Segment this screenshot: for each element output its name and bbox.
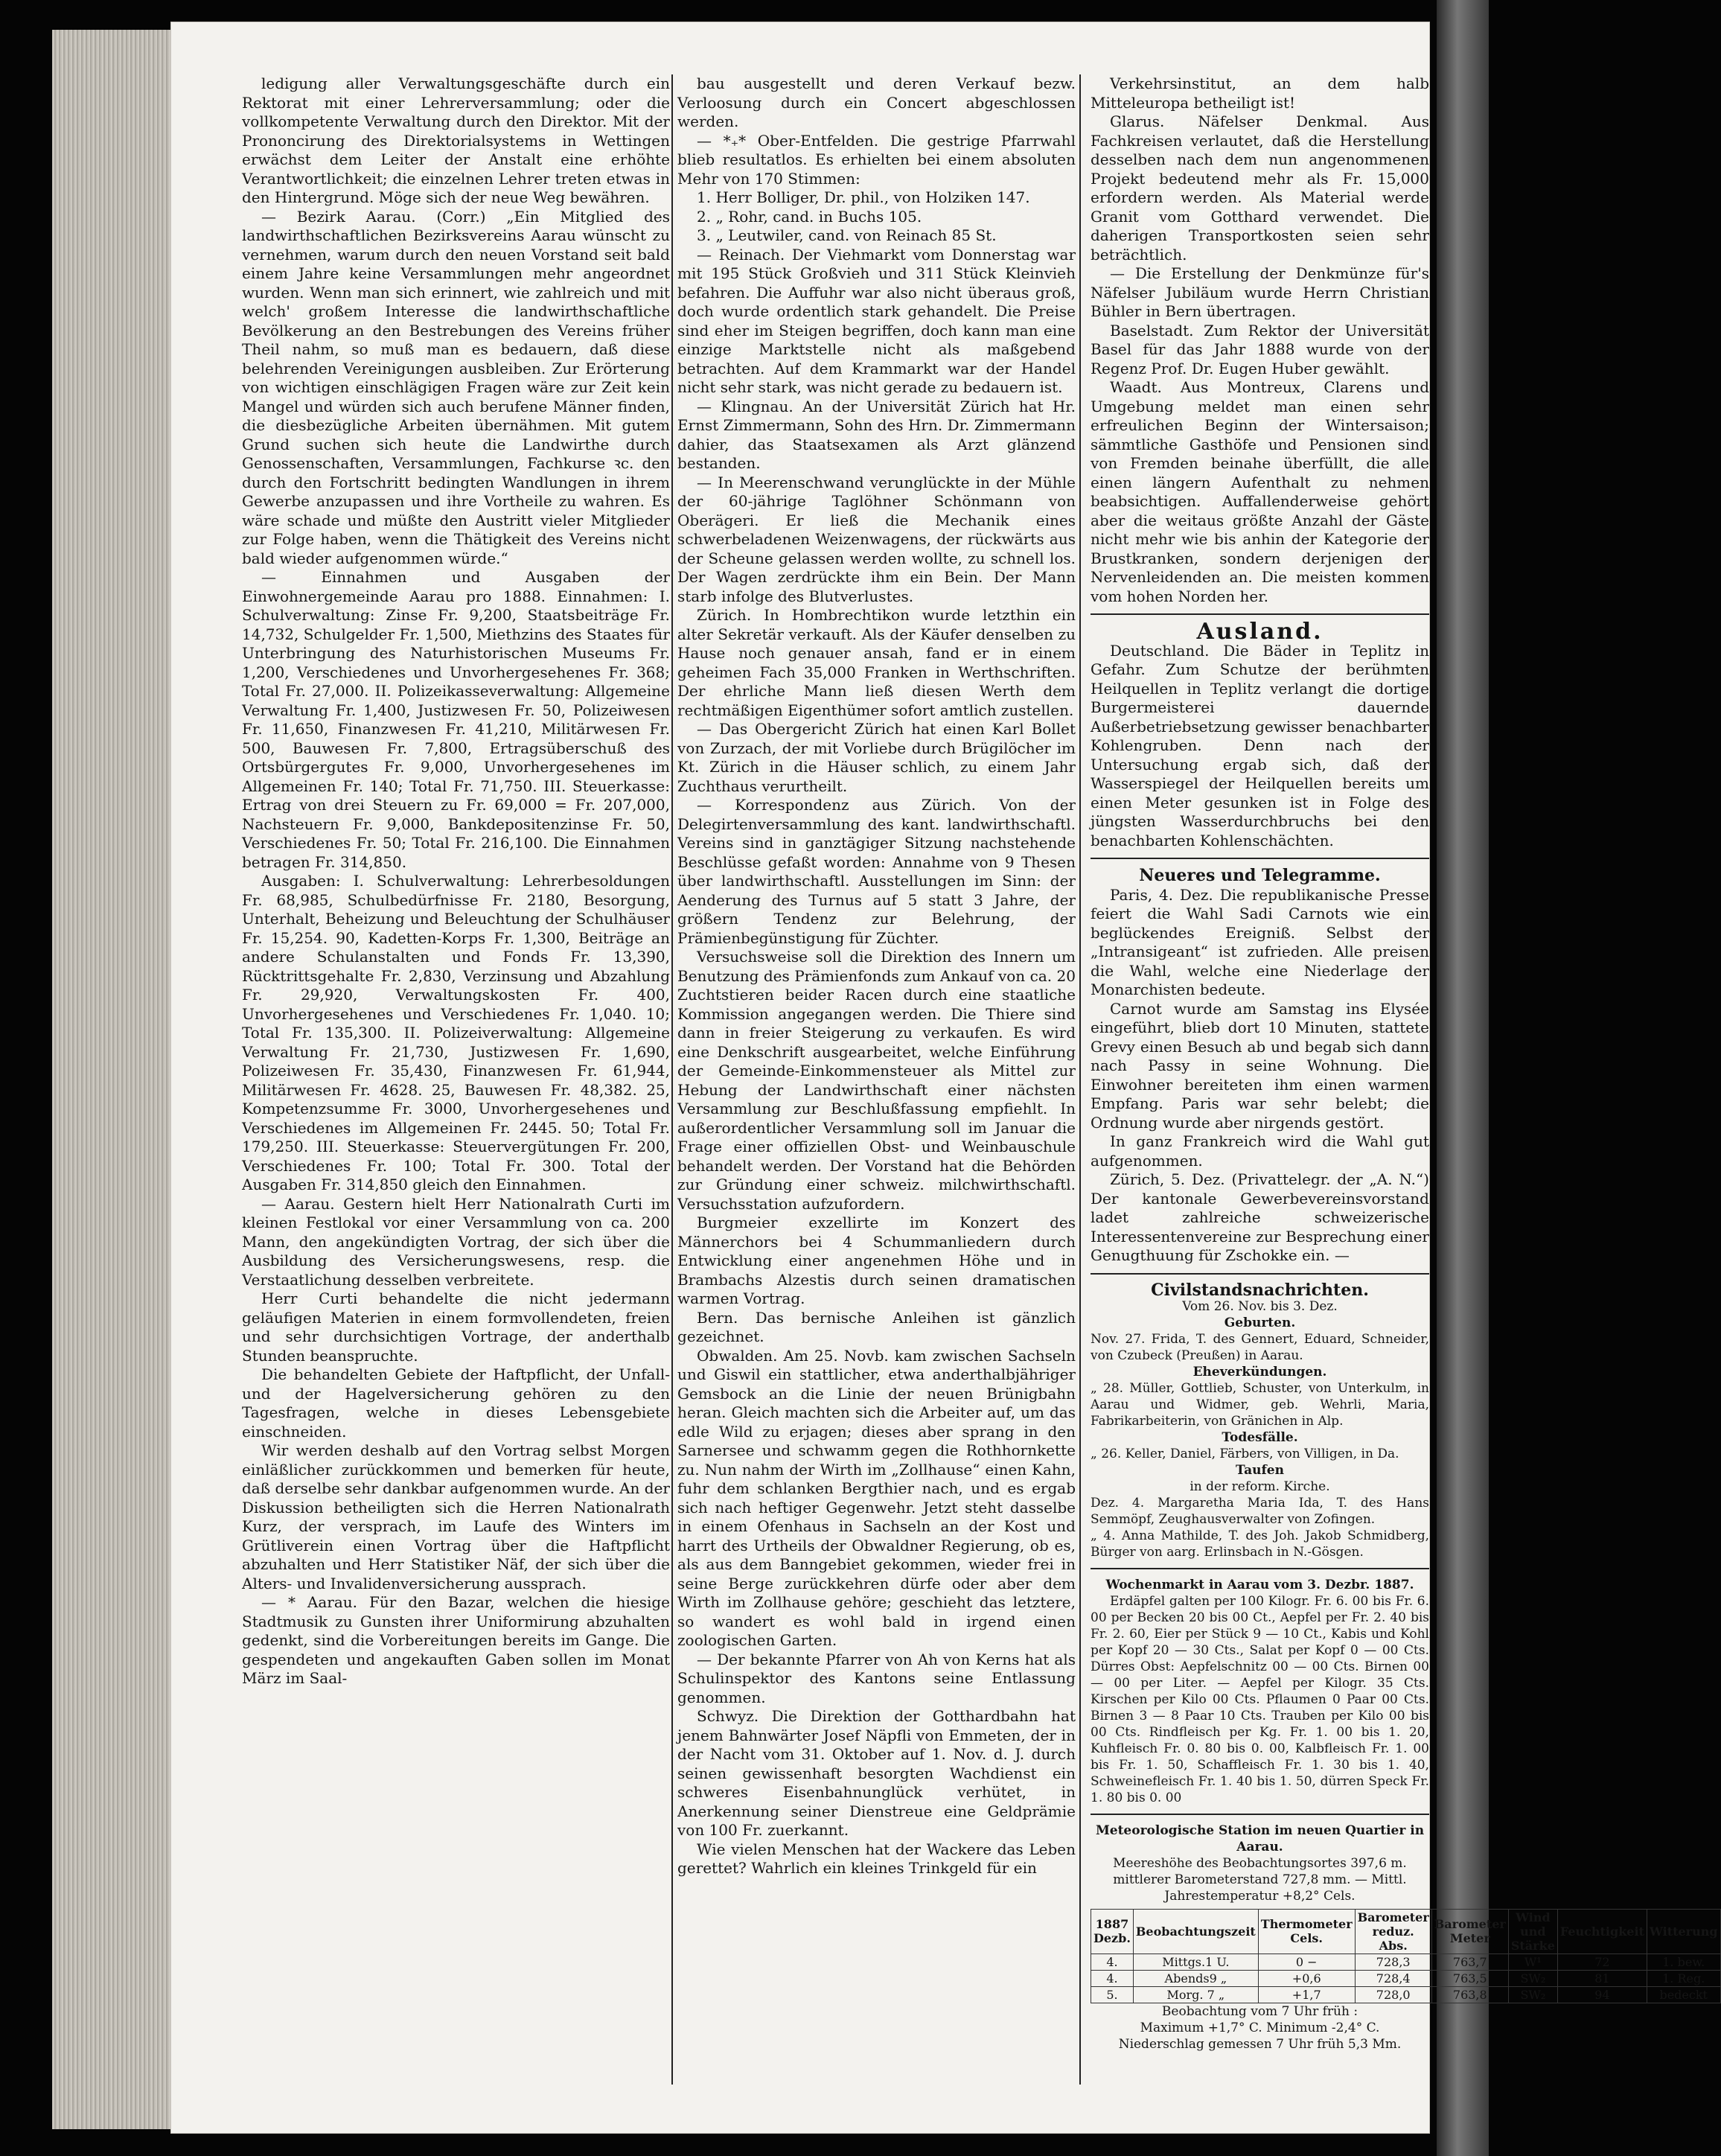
civil-registry xyxy=(1091,1282,1429,1560)
baptisms-subheading: in der reform. Kirche. xyxy=(1190,1479,1330,1494)
weather-station xyxy=(1091,1822,1718,2053)
column-divider xyxy=(671,74,673,2085)
article-paragraph: Die behandelten Gebiete der Haftpflicht, der Unfall- und der Hagelversicherung gehören zu den Tagesfragen, welche in dieses Lebensgebiete einschneiden. xyxy=(242,1365,670,1441)
weather-cell: W¹ xyxy=(1508,1954,1557,1970)
telegrams xyxy=(1091,886,1429,1266)
weather-header-cell: Feuchtigkeit xyxy=(1557,1909,1647,1954)
weather-footer: Niederschlag gemessen 7 Uhr früh 5,3 Mm. xyxy=(1118,2036,1402,2052)
scanner-edge xyxy=(1437,0,1489,2156)
weather-header-cell: Witterung xyxy=(1647,1909,1720,1954)
marriages-heading: Eheverkündungen. xyxy=(1192,1364,1327,1380)
article-paragraph: Wie vielen Menschen hat der Wackere das Leben gerettet? Wahrlich ein kleines Trinkgeld für ein xyxy=(677,1840,1076,1877)
weather-cell: 1. bew. xyxy=(1647,1954,1720,1970)
article-paragraph: — Der bekannte Pfarrer von Ah von Kerns hat als Schulinspektor des Kantons seine Entlassung genommen. xyxy=(677,1650,1076,1706)
column-divider xyxy=(1079,74,1081,2085)
weather-cell: 728,0 xyxy=(1355,1986,1431,2003)
weather-cell: 763,8 xyxy=(1431,1986,1508,2003)
newspaper-page xyxy=(171,22,1718,2133)
weather-cell: 1. Reg. xyxy=(1647,1970,1720,1986)
weather-cell: 728,4 xyxy=(1355,1970,1431,1986)
weather-cell: +1,7 xyxy=(1258,1986,1355,2003)
ausland-heading: Ausland. xyxy=(1196,619,1324,645)
weather-cell: Morg. 7 „ xyxy=(1133,1986,1258,2003)
civil-title: Civilstandsnachrichten. xyxy=(1151,1280,1369,1300)
table-row xyxy=(1091,1986,1721,2003)
article-paragraph: Verkehrsinstitut, an dem halb Mitteleuropa betheiligt ist! xyxy=(1091,74,1429,112)
article-paragraph: Wir werden deshalb auf den Vortrag selbst Morgen einläßlicher zurückkommen und bemerken für heute, daß derselbe sehr dankbar aufgenommen wurde. An der Diskussion betheiligten sich die Herren Nationalrath Kurz, der versprach, im Laufe des Winters im Grütliverein einen Vortrag über die Haftpflicht abzuhalten und Herr Statistiker Näf, der sich über die Alters- und Invalidenversicherung aussprach. xyxy=(242,1441,670,1592)
weather-footer: Beobachtung vom 7 Uhr früh : xyxy=(1161,2003,1358,2019)
article-paragraph: Ausgaben: I. Schulverwaltung: Lehrerbesoldungen Fr. 68,985, Schulbedürfnisse Fr. 2180, Besorgung, Unterhalt, Beheizung und Beleuchtung der Schulhäuser Fr. 15,254. 90, Kadetten-Korps Fr. 1,300, Beiträge an andere Schulanstalten und Fonds Fr. 13,390, Rücktrittsgehalte Fr. 2,830, Verzinsung und Abzahlung Fr. 29,920, Verwaltungskosten Fr. 400, Unvorhergesehenes und Verschiedenes Fr. 1,040. 10; Total Fr. 135,300. II. Polizeiverwaltung: Allgemeine Verwaltung Fr. 21,730, Justizwesen Fr. 1,690, Polizeiwesen Fr. 35,430, Finanzwesen Fr. 61,944, Militärwesen Fr. 4628. 25, Bauwesen Fr. 48,382. 25, Kompetenzsumme Fr. 3000, Unvorhergesehenes und Verschiedenes im Allgemeinen Fr. 2445. 50; Total Fr. 179,250. III. Steuerkasse: Steuervergütungen Fr. 200, Verschiedenes Fr. 100; Total Fr. 300. Total der Ausgaben Fr. 314,850 gleich den Einnahmen. xyxy=(242,872,670,1193)
weather-header-cell: 1887 Dezb. xyxy=(1091,1909,1134,1954)
article-paragraph: Glarus. Näfelser Denkmal. Aus Fachkreisen verlautet, daß die Herstellung desselben nach dem nun angenommenen Projekt bedeutend mehr als Fr. 15,000 erfordern werden. Als Material werde Granit vom Gotthard verwendet. Die daherigen Transportkosten seien sehr beträchtlich. xyxy=(1091,112,1429,264)
article-paragraph: Obwalden. Am 25. Novb. kam zwischen Sachseln und Giswil ein stattlicher, etwa anderthalbjähriger Gemsbock an die Linie der neuen Brünigbahn heran. Gleich machten sich die Arbeiter auf, um das edle Wild zu erjagen; dieses aber sprang in den Sarnersee und schwamm gegen die Rothhornkette zu. Nun nahm der Wirth im „Zollhause“ einen Kahn, fuhr dem schlanken Bergthier nach, und es ergab sich nach heftiger Gegenwehr. Jetzt steht dasselbe in einem Ofenhaus in Sachseln an der Kost und harrt des Urtheils der Obwaldner Regierung, ob es, als aus dem Banngebiet gekommen, wieder frei in seine Berge zurückkehren dürfe oder aber dem Wirth im Zollhause gehöre; geschieht das letztere, so wandert es wohl bald in irgend einen zoologischen Garten. xyxy=(677,1346,1076,1649)
column-2 xyxy=(677,74,1076,2103)
weather-cell: 72 xyxy=(1557,1954,1647,1970)
article-paragraph: — Korrespondenz aus Zürich. Von der Delegirtenversammlung des kant. landwirthschaftl. Vereins sind in ganztägiger Sitzung nachstehende Beschlüsse gefaßt worden: Annahme von 9 Thesen über landwirthschaftl. Ausstellungen im Sinn: der Aenderung des Turnus auf 5 statt 3 Jahre, der größern Tendenz zur Belehrung, der Prämienbegünstigung für Züchter. xyxy=(677,796,1076,947)
market-text: Erdäpfel galten per 100 Kilogr. Fr. 6. 00 bis Fr. 6. 00 per Becken 20 bis 00 Ct., Aepfel per Fr. 2. 40 bis Fr. 2. 60, Eier per Stück 9 — 10 Ct., Kabis und Kohl per Kopf 20 — 30 Cts., Salat per Kopf 0 — 00 Cts. Dürres Obst: Aepfelschnitz 00 — 00 Cts. Birnen 00 — 00 per Liter. — Aepfel per Kilogr. 35 Cts. Kirschen per Kilo 00 Cts. Pflaumen 0 Paar 00 Cts. Birnen 3 — 8 Paar 10 Cts. Trauben per Kilo 00 bis 00 Cts. Rindfleisch per Kg. Fr. 1. 00 bis 1. 20, Kuhfleisch Fr. 0. 80 bis 0. 00, Kalbfleisch Fr. 1. 00 bis Fr. 1. 50, Schaffleisch Fr. 1. 30 bis 1. 40, Schweinefleisch Fr. 1. 40 bis 1. 50, dürren Speck Fr. 1. 80 bis 0. 00 xyxy=(1091,1593,1429,1805)
article-paragraph: Schwyz. Die Direktion der Gotthardbahn hat jenem Bahnwärter Josef Näpfli von Emmeten, der in der Nacht vom 31. Oktober auf 1. Nov. d. J. durch seinen gewissenhaft besorgten Wachdienst ein schweres Eisenbahnunglück verhütet, in Anerkennung seiner Dienstreue eine Geldprämie von 100 Fr. zuerkannt. xyxy=(677,1707,1076,1839)
article-paragraph: Herr Curti behandelte die nicht jedermann geläufigen Materien in einem formvollendeten, freien und sehr durchsichtigen Vortrage, der anderthalb Stunden beanspruchte. xyxy=(242,1289,670,1365)
weather-title: Meteorologische Station im neuen Quartier in Aarau. xyxy=(1095,1822,1425,1854)
article-paragraph: — Klingnau. An der Universität Zürich hat Hr. Ernst Zimmermann, Sohn des Hrn. Dr. Zimmermann dahier, das Staatsexamen als Arzt glänzend bestanden. xyxy=(677,397,1076,472)
weather-header-cell: Wind und Stärke xyxy=(1508,1909,1557,1954)
table-row xyxy=(1091,1954,1721,1970)
weather-cell: bedeckt xyxy=(1647,1986,1720,2003)
baptisms-heading: Taufen xyxy=(1236,1462,1284,1478)
article-paragraph: In ganz Frankreich wird die Wahl gut aufgenommen. xyxy=(1091,1132,1429,1170)
article-paragraph: — Reinach. Der Viehmarkt vom Donnerstag war mit 195 Stück Großvieh und 311 Stück Kleinvieh befahren. Die Auffuhr war also nicht überaus groß, doch wurde ordentlich stark gehandelt. Die Preise sind eher im Steigen begriffen, doch kann man eine einzige Marktstelle nicht als maßgebend betrachten. Auf dem Krammarkt war der Handel nicht sehr stark, was nicht gerade zu bedauern ist. xyxy=(677,245,1076,396)
births-heading: Geburten. xyxy=(1224,1315,1296,1330)
table-row xyxy=(1091,1970,1721,1986)
baptisms-entry: „ 4. Anna Mathilde, T. des Joh. Jakob Schmidberg, Bürger von aarg. Erlinsbach in N.-Gösgen. xyxy=(1091,1528,1429,1560)
weather-cell: 4. xyxy=(1091,1970,1134,1986)
article-paragraph: 3. „ Leutwiler, cand. von Reinach 85 St. xyxy=(697,226,997,244)
article-paragraph: Zürich. In Hombrechtikon wurde letzthin ein alter Sekretär verkauft. Als der Käufer denselben zu Hause noch genauer ansah, fand er in einem geheimen Fach 35,000 Franken in Werthschriften. Der ehrliche Mann ließ diesen Werth dem rechtmäßigen Eigenthümer sofort amtlich zustellen. xyxy=(677,606,1076,719)
article-paragraph: Burgmeier exzellirte im Konzert des Männerchors bei 4 Schummanliedern durch Entwicklung einer angenehmen Höhe und in Brambachs Alzestis durch seinen dramatischen warmen Vortrag. xyxy=(677,1213,1076,1307)
column-1 xyxy=(242,74,670,2103)
column-3 xyxy=(1091,74,1718,2103)
swiss-news xyxy=(1091,74,1429,606)
ausland-news xyxy=(1091,642,1429,851)
article-paragraph: 2. „ Rohr, cand. in Buchs 105. xyxy=(697,207,922,226)
weather-cell: 81 xyxy=(1557,1970,1647,1986)
baptisms-entry: Dez. 4. Margaretha Maria Ida, T. des Hans Semmöpf, Zeughausverwalter von Zofingen. xyxy=(1091,1495,1429,1527)
weather-footer: Maximum +1,7° C. Minimum -2,4° C. xyxy=(1140,2020,1380,2035)
article-paragraph: ledigung aller Verwaltungsgeschäfte durch ein Rektorat mit einer Lehrerversammlung; oder die vollkompetente Verwaltung durch den Direktor. Mit der Prononcirung des Direktorialsystems in Wettingen erwächst dem Leiter der Anstalt eine erhöhte Verantwortlichkeit; die einzelnen Lehrer treten etwas in den Hintergrund. Möge sich der neue Weg bewähren. xyxy=(242,74,670,206)
article-paragraph: — * Aarau. Für den Bazar, welchen die hiesige Stadtmusik zu Gunsten ihrer Uniformirung abzuhalten gedenkt, sind die Vorbereitungen bereits im Gange. Die gespendeten und angekauften Gaben sollen im Monat März im Saal- xyxy=(242,1593,670,1687)
article-paragraph: — Die Erstellung der Denkmünze für's Näfelser Jubiläum wurde Herrn Christian Bühler in Bern übertragen. xyxy=(1091,264,1429,320)
weather-header-cell: Beobachtungszeit xyxy=(1133,1909,1258,1954)
weather-header-cell: Thermometer Cels. xyxy=(1258,1909,1355,1954)
article-paragraph: Baselstadt. Zum Rektor der Universität Basel für das Jahr 1888 wurde von der Regenz Prof. Dr. Eugen Huber gewählt. xyxy=(1091,321,1429,377)
article-paragraph: Bern. Das bernische Anleihen ist gänzlich gezeichnet. xyxy=(677,1308,1076,1345)
neueres-heading: Neueres und Telegramme. xyxy=(1139,866,1381,885)
article-paragraph: Carnot wurde am Samstag ins Elysée eingeführt, blieb dort 10 Minuten, stattete Grevy einen Besuch ab und begab sich dann nach Passy in seine Wohnung. Die Einwohner bereiteten ihm einen warmen Empfang. Paris war sehr belebt; die Ordnung wurde aber nirgends gestört. xyxy=(1091,999,1429,1132)
births-entry: Nov. 27. Frida, T. des Gennert, Eduard, Schneider, von Czubeck (Preußen) in Aarau. xyxy=(1091,1331,1429,1363)
article-paragraph: Deutschland. Die Bäder in Teplitz in Gefahr. Zum Schutze der berühmten Heilquellen in Teplitz verlangt die dortige Burgermeisterei dauernde Außerbetriebsetzung gewisser benachbarter Kohlengruben. Denn nach der Untersuchung ergab sich, daß der Wasserspiegel der Heilquellen bereits um einen Meter gesunken ist in Folge des jüngsten Wasserdurchbruchs bei den benachbarten Kohlenschächten. xyxy=(1091,641,1429,849)
deaths-entry: „ 26. Keller, Daniel, Färbers, von Villigen, in Da. xyxy=(1091,1446,1399,1461)
article-paragraph: — Aarau. Gestern hielt Herr Nationalrath Curti im kleinen Festlokal vor einer Versammlung von ca. 200 Mann, den angekündigten Vortrag, der sich über die Ausbildung des Versicherungswesens, resp. die Verstaatlichung desselben verbreitete. xyxy=(242,1194,670,1289)
weather-cell: Abends9 „ xyxy=(1133,1970,1258,1986)
weather-cell: SW₂ xyxy=(1508,1986,1557,2003)
article-paragraph: — Einnahmen und Ausgaben der Einwohnergemeinde Aarau pro 1888. Einnahmen: I. Schulverwaltung: Zinse Fr. 9,200, Staatsbeiträge Fr. 14,732, Schulgelder Fr. 1,500, Miethzins des Staates für Unterbringung des Naturhistorischen Museums Fr. 1,200, Verschiedenes und Unvorhergesehenes Fr. 368; Total Fr. 27,000. II. Polizeikasseverwaltung: Allgemeine Verwaltung Fr. 1,400, Justizwesen Fr. 50, Polizeiwesen Fr. 11,650, Finanzwesen Fr. 41,210, Militärwesen Fr. 500, Bauwesen Fr. 7,800, Ertragsüberschuß des Ortsbürgergutes Fr. 9,000, Unvorhergesehenes im Allgemeinen Fr. 140; Total Fr. 71,750. III. Steuerkasse: Ertrag von drei Steuern zu Fr. 69,000 = Fr. 207,000, Nachsteuern Fr. 9,000, Bankdepositenzinse Fr. 50, Verschiedenes Fr. 50; Total Fr. 216,100. Die Einnahmen betragen Fr. 314,850. xyxy=(242,568,670,871)
deaths-heading: Todesfälle. xyxy=(1222,1429,1298,1445)
article-paragraph: Zürich, 5. Dez. (Privattelegr. der „A. N.“) Der kantonale Gewerbevereinsvorstand ladet zahlreiche schweizerische Interessentenvereine zur Besprechung einer Genugthuung für Zschokke ein. — xyxy=(1091,1170,1429,1264)
marriages-entry: „ 28. Müller, Gottlieb, Schuster, von Unterkulm, in Aarau und Widmer, geb. Wehrli, Maria, Fabrikarbeiterin, von Gränichen in Alp. xyxy=(1091,1380,1429,1429)
weather-header-cell: Barometer Meter xyxy=(1431,1909,1508,1954)
weather-cell: Mittgs.1 U. xyxy=(1133,1954,1258,1970)
weather-header-cell: Barometer reduz. Abs. xyxy=(1355,1909,1431,1954)
article-paragraph: Waadt. Aus Montreux, Clarens und Umgebung meldet man einen sehr erfreulichen Beginn der Wintersaison; sämmtliche Gasthöfe und Pensionen sind von Fremden beinahe überfüllt, die alle einen längern Aufenthalt zu nehmen beabsichtigen. Auffallenderweise gehört aber die weitaus größte Anzahl der Gäste nicht mehr wie bis anhin der Kategorie der Brustkranken, sondern derjenigen der Nervenleidenden an. Die meisten kommen vom hohen Norden her. xyxy=(1091,378,1429,605)
article-paragraph: Paris, 4. Dez. Die republikanische Presse feiert die Wahl Sadi Carnots wie ein beglückendes Ereigniß. Selbst der „Intransigeant“ ist zufrieden. Alle preisen die Wahl, welche eine Niederlage der Monarchisten bedeute. xyxy=(1091,885,1429,998)
weather-cell: 94 xyxy=(1557,1986,1647,2003)
article-paragraph: — *₊* Ober-Entfelden. Die gestrige Pfarrwahl blieb resultatlos. Es erhielten bei einem absoluten Mehr von 170 Stimmen: xyxy=(677,131,1076,188)
article-paragraph: — In Meerenschwand verunglückte in der Mühle der 60-jährige Taglöhner Schönmann von Oberägeri. Er ließ die Mechanik eines schwerbeladenen Weizenwagens, der rückwärts aus der Scheune gelassen werden wollte, zu schnell los. Der Wagen zerdrückte ihm ein Bein. Der Mann starb infolge des Blutverlustes. xyxy=(677,473,1076,605)
article-paragraph: — Das Obergericht Zürich hat einen Karl Bollet von Zurzach, der mit Vorliebe durch Brügilöcher im Kt. Zürich in die Häuser schlich, zu einem Jahr Zuchthaus verurtheilt. xyxy=(677,720,1076,795)
weather-cell: 4. xyxy=(1091,1954,1134,1970)
weather-cell: 728,3 xyxy=(1355,1954,1431,1970)
market-report xyxy=(1091,1577,1429,1806)
civil-range: Vom 26. Nov. bis 3. Dez. xyxy=(1182,1298,1338,1314)
weather-cell: 763,5 xyxy=(1431,1970,1508,1986)
market-title: Wochenmarkt in Aarau vom 3. Dezbr. 1887. xyxy=(1105,1577,1414,1592)
article-paragraph: — Bezirk Aarau. (Corr.) „Ein Mitglied des landwirthschaftlichen Bezirksvereins Aarau wünscht zu vernehmen, warum durch den neuen Vorstand seit bald einem Jahre keine Versammlungen mehr angeordnet wurden. Wenn man sich erinnert, wie zahlreich und mit welch' großem Interesse die landwirthschaftliche Bevölkerung an den Bestrebungen des Vereins früher Theil nahm, so muß man es bedauern, daß diese belehrenden Vereinigungen ausbleiben. Zur Erörterung von wichtigen einschlägigen Fragen wäre zur Zeit kein Mangel und würden sich auch berufene Männer finden, die diesbezügliche Arbeiten übernähmen. Mit gutem Grund suchen sich heute die Landwirthe durch Genossenschaften, Versammlungen, Fachkurse ꝛc. den durch den Fortschritt bedingten Wandlungen in ihrem Gewerbe anzupassen und ihre Vortheile zu wahren. Es wäre schade und müßte den Austritt vieler Mitglieder zur Folge haben, wenn die Thätigkeit des Vereins nicht bald wieder aufgenommen würde.“ xyxy=(242,207,670,567)
weather-cell: SW₂ xyxy=(1508,1970,1557,1986)
book-edge xyxy=(52,30,179,2129)
article-paragraph: Versuchsweise soll die Direktion des Innern um Benutzung des Prämienfonds zum Ankauf von ca. 20 Zuchtstieren beider Racen durch eine staatliche Kommission angegangen werden. Die Thiere sind dann in freier Steigerung zu verkaufen. Es wird eine Denkschrift ausgearbeitet, welche Einführung der Gemeinde-Einkommensteuer als Mittel zur Hebung der Landwirthschaft einer nächsten Versammlung zur Beschlußfassung empfiehlt. In außerordentlicher Versammlung soll im Januar die Frage einer offiziellen Obst- und Weinbauschule behandelt werden. Der Vorstand hat die Behörden zur Gründung einer schweiz. milchwirthschaftl. Versuchsstation aufzufordern. xyxy=(677,948,1076,1213)
weather-cell: +0,6 xyxy=(1258,1970,1355,1986)
weather-intro: Meereshöhe des Beobachtungsortes 397,6 m. mittlerer Barometerstand 727,8 mm. — Mittl. Jahrestemperatur +8,2° Cels. xyxy=(1113,1855,1407,1904)
article-paragraph: 1. Herr Bolliger, Dr. phil., von Holziken 147. xyxy=(697,188,1030,206)
weather-cell: 5. xyxy=(1091,1986,1134,2003)
weather-cell: 763,7 xyxy=(1431,1954,1508,1970)
weather-table xyxy=(1091,1909,1721,2003)
article-paragraph: bau ausgestellt und deren Verkauf bezw. Verloosung durch ein Concert abgeschlossen werden. xyxy=(677,74,1076,130)
weather-cell: 0 − xyxy=(1258,1954,1355,1970)
